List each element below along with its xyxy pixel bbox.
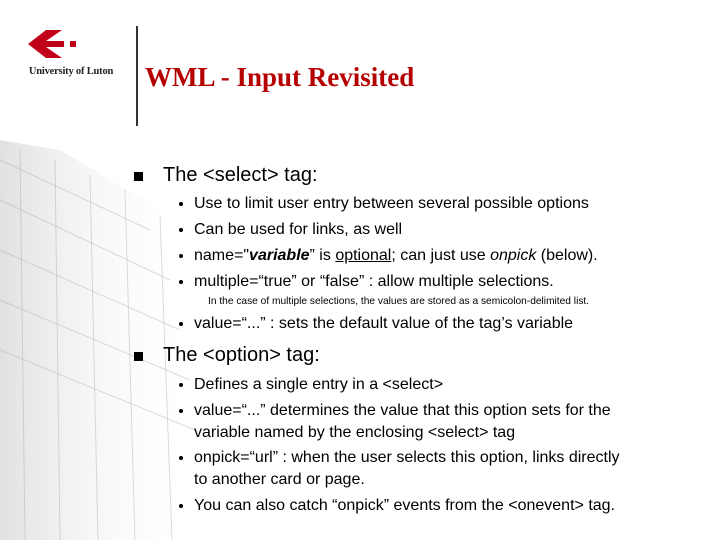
dot-bullet-icon (179, 228, 183, 232)
dot-bullet-icon (179, 456, 183, 460)
list-item: You can also catch “onpick” events from the <onevent> tag. (194, 495, 615, 517)
option-heading: The <option> tag: (163, 344, 320, 366)
dot-bullet-icon (179, 322, 183, 326)
list-item: onpick=“url” : when the user selects this option, links directly to another card or page. (194, 447, 620, 491)
dot-bullet-icon (179, 504, 183, 508)
list-item: multiple=“true” or “false” : allow multiple selections. (194, 271, 554, 293)
list-item: Defines a single entry in a <select> (194, 374, 443, 396)
dot-bullet-icon (179, 280, 183, 284)
slide-title: WML - Input Revisited (145, 62, 415, 92)
list-item: Use to limit user entry between several possible options (194, 193, 589, 215)
square-bullet-icon (134, 172, 143, 181)
dot-bullet-icon (179, 409, 183, 413)
list-item-name-attr: name="variable” is optional; can just use onpick (below). (194, 245, 598, 267)
list-item: value=“...” : sets the default value of the tag’s variable (194, 313, 573, 335)
square-bullet-icon (134, 352, 143, 361)
bullet-select-tag (163, 164, 318, 187)
dot-bullet-icon (179, 254, 183, 258)
bullet-option-tag (163, 344, 320, 367)
dot-bullet-icon (179, 383, 183, 387)
list-item: value=“...” determines the value that this option sets for the variable named by the enclosing <select> tag (194, 400, 611, 444)
logo-text: University of Luton (28, 66, 114, 77)
dot-bullet-icon (179, 202, 183, 206)
multiple-selection-note: In the case of multiple selections, the values are stored as a semicolon-delimited list. (208, 296, 590, 307)
select-heading: The <select> tag: (163, 164, 318, 186)
list-item: Can be used for links, as well (194, 219, 402, 241)
